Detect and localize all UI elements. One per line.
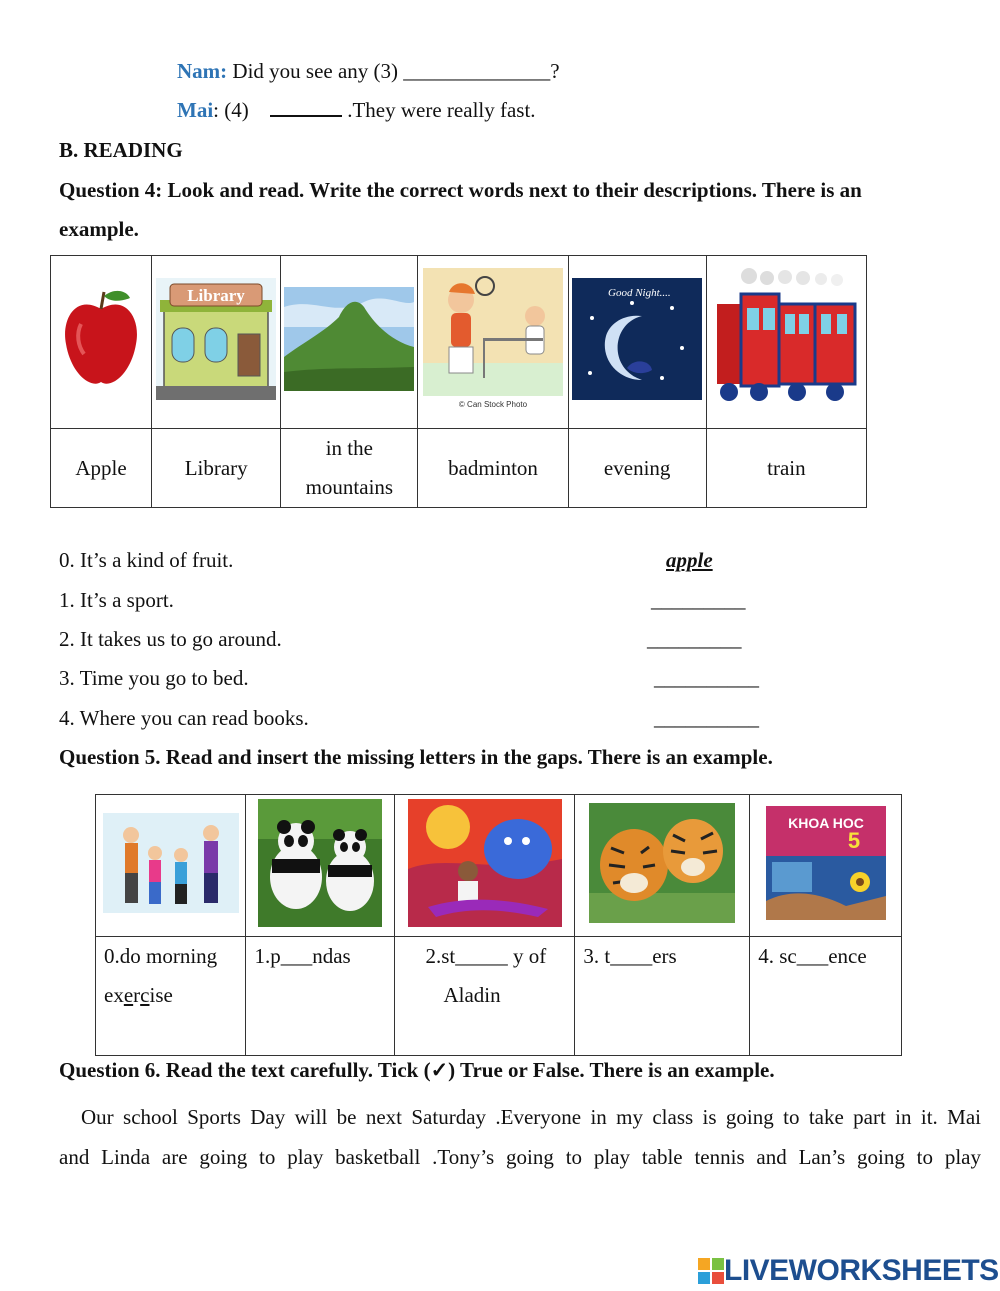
q6-paragraph-line1: Our school Sports Day will be next Saturday .Everyone in my class is going to take part in it. Mai bbox=[81, 1105, 981, 1129]
science-book-cell bbox=[750, 795, 902, 937]
word-mountains-line2: mountains bbox=[305, 475, 394, 499]
word-evening: evening bbox=[568, 429, 706, 508]
q4-answer-1[interactable]: _________ bbox=[651, 588, 746, 612]
dialogue-text-mai-after: .They were really fast. bbox=[347, 98, 536, 122]
apple-image bbox=[56, 284, 146, 394]
q5-cell-0-filled-2: c bbox=[140, 983, 150, 1007]
q5-cell-2-line1: 2.st_____ y of bbox=[425, 944, 547, 968]
panda-cell bbox=[246, 795, 395, 937]
dialogue-line-nam bbox=[177, 59, 560, 84]
word-library: Library bbox=[152, 429, 281, 508]
q4-answer-4[interactable]: __________ bbox=[654, 706, 759, 730]
q6-title: Question 6. Read the text carefully. Tick (✓) True or False. There is an example. bbox=[59, 1058, 775, 1082]
q5-cell-4-line1: 4. sc___ence bbox=[758, 944, 867, 968]
q4-title-line2: example. bbox=[59, 217, 139, 241]
liveworksheets-logo-text: LIVEWORKSHEETS bbox=[724, 1254, 999, 1287]
library-image bbox=[156, 278, 276, 400]
library-cell bbox=[152, 256, 281, 429]
speaker-mai: Mai bbox=[177, 98, 214, 122]
q4-item-4: 4. Where you can read books. bbox=[59, 706, 309, 730]
q5-cell-2[interactable] bbox=[395, 937, 575, 1056]
q4-item-3: 3. Time you go to bed. bbox=[59, 666, 249, 690]
answer-blank-4[interactable] bbox=[270, 101, 342, 117]
library-sign-text: Library bbox=[187, 286, 245, 305]
q5-cell-0 bbox=[96, 937, 246, 1056]
q4-item-2: 2. It takes us to go around. bbox=[59, 627, 282, 651]
badminton-cell bbox=[418, 256, 568, 429]
q5-cell-0-line2 bbox=[104, 976, 237, 1015]
tiger-cell bbox=[575, 795, 750, 937]
q5-cell-0-part-c: ise bbox=[149, 983, 173, 1007]
q4-title-line1: Question 4: Look and read. Write the correct words next to their descriptions. There is an bbox=[59, 178, 862, 202]
dialogue-text-nam: Did you see any (3) ______________? bbox=[227, 59, 560, 83]
q5-cell-3[interactable] bbox=[575, 937, 750, 1056]
evening-cell bbox=[568, 256, 706, 429]
q5-title: Question 5. Read and insert the missing letters in the gaps. There is an example. bbox=[59, 745, 773, 769]
q5-cell-0-part-a: ex bbox=[104, 983, 124, 1007]
mountain-image bbox=[284, 287, 414, 391]
train-cell bbox=[706, 256, 866, 429]
q6-paragraph-line2: and Linda are going to play basketball .Tony’s going to play table tennis and Lan’s going to play bbox=[59, 1145, 981, 1169]
section-heading-reading: B. READING bbox=[59, 138, 183, 162]
apple-cell bbox=[51, 256, 152, 429]
word-mountains-line1: in the bbox=[325, 436, 373, 460]
badminton-image bbox=[423, 268, 563, 410]
word-train: train bbox=[706, 429, 866, 508]
liveworksheets-logo bbox=[698, 1254, 999, 1288]
q5-cell-0-line1: 0.do morning bbox=[104, 944, 218, 968]
q5-picture-table bbox=[95, 794, 902, 1056]
tiger-image bbox=[589, 803, 735, 923]
evening-image bbox=[572, 278, 702, 400]
word-apple: Apple bbox=[51, 429, 152, 508]
q4-picture-table bbox=[50, 255, 867, 508]
word-mountains-cell bbox=[281, 429, 418, 508]
q5-cell-0-part-b: r bbox=[133, 983, 141, 1007]
watermark-text: © Can Stock Photo bbox=[458, 400, 528, 409]
q5-cell-4[interactable] bbox=[750, 937, 902, 1056]
aladin-cell bbox=[395, 795, 575, 937]
q5-cell-2-line2: Aladin bbox=[443, 983, 501, 1007]
speaker-nam: Nam: bbox=[177, 59, 228, 83]
q4-answer-0: apple bbox=[666, 548, 713, 572]
q5-cell-1[interactable] bbox=[246, 937, 395, 1056]
goodnight-text: Good Night.... bbox=[608, 287, 671, 299]
q5-cell-0-filled-1: e bbox=[123, 983, 134, 1007]
panda-image bbox=[258, 799, 382, 927]
aladin-image bbox=[408, 799, 562, 927]
science-book-image bbox=[766, 806, 886, 920]
q5-cell-1-line1: 1.p___ndas bbox=[254, 944, 351, 968]
train-image bbox=[711, 264, 861, 414]
dialogue-line-mai bbox=[177, 98, 536, 123]
exercise-image bbox=[103, 813, 239, 913]
mountain-cell bbox=[281, 256, 418, 429]
q5-cell-3-line1: 3. t____ers bbox=[583, 944, 677, 968]
book-title-text: KHOA HOC bbox=[787, 814, 864, 831]
q4-answer-3[interactable]: __________ bbox=[654, 666, 759, 690]
q4-item-1: 1. It’s a sport. bbox=[59, 588, 174, 612]
q4-item-0: 0. It’s a kind of fruit. bbox=[59, 548, 234, 572]
exercise-cell bbox=[96, 795, 246, 937]
q4-answer-2[interactable]: _________ bbox=[647, 627, 742, 651]
book-number-text: 5 bbox=[847, 827, 860, 853]
dialogue-text-mai: : (4) bbox=[213, 98, 249, 122]
word-badminton: badminton bbox=[418, 429, 568, 508]
liveworksheets-logo-icon bbox=[698, 1258, 724, 1284]
